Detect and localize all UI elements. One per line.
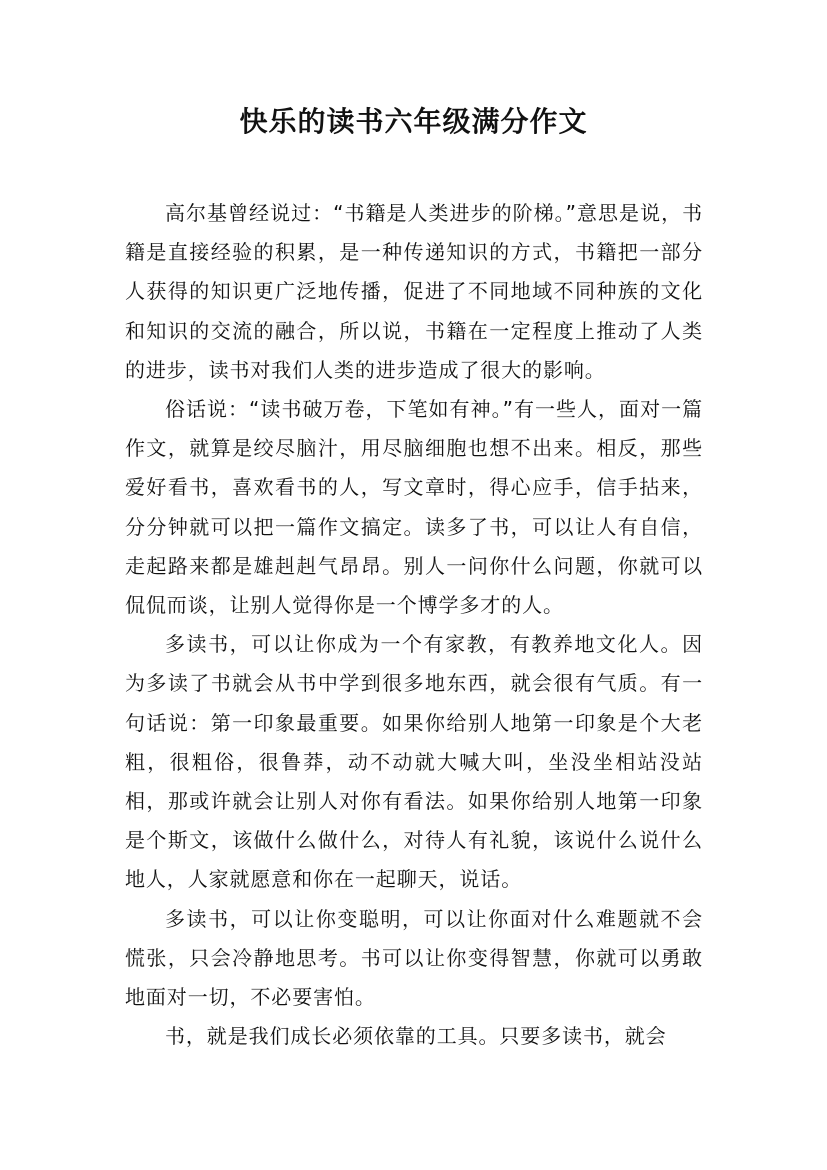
paragraph-5: 书，就是我们成长必须依靠的工具。只要多读书，就会 [165,1024,667,1049]
paragraph-3: 多读书，可以让你成为一个有家教，有教养地文化人。因为多读了书就会从书中学到很多地东西，就会很有气质。有一句话说：第一印象最重要。如果你给别人地第一印象是个大老粗，很粗俗，很鲁莽，动不动就大喊大叫，坐没坐相站没站相，那或许就会让别人对你有看法。如果你给别人地第一印象是个斯文，该做什么做什么，对待人有礼貌，该说什么说什么地人，人家就愿意和你在一起聊天，说话。 [125,632,703,892]
paragraph-4: 多读书，可以让你变聪明，可以让你面对什么难题就不会慌张，只会冷静地思考。书可以让你变得智慧，你就可以勇敢地面对一切，不必要害怕。 [125,906,703,1010]
document-title: 快乐的读书六年级满分作文 [239,105,588,138]
paragraph-2: 俗话说：“读书破万卷，下笔如有神。”有一些人，面对一篇作文，就算是绞尽脑汁，用尽脑细胞也想不出来。相反，那些爱好看书，喜欢看书的人，写文章时，得心应手，信手拈来，分分钟就可以把一篇作文搞定。读多了书，可以让人有自信，走起路来都是雄赳赳气昂昂。别人一问你什么问题，你就可以侃侃而谈，让别人觉得你是一个博学多才的人。 [125,397,703,618]
document-body [125,194,703,1056]
paragraph-1: 高尔基曾经说过：“书籍是人类进步的阶梯。”意思是说，书籍是直接经验的积累，是一种传递知识的方式，书籍把一部分人获得的知识更广泛地传播，促进了不同地域不同种族的文化和知识的交流的融合，所以说，书籍在一定程度上推动了人类的进步，读书对我们人类的进步造成了很大的影响。 [125,201,703,382]
